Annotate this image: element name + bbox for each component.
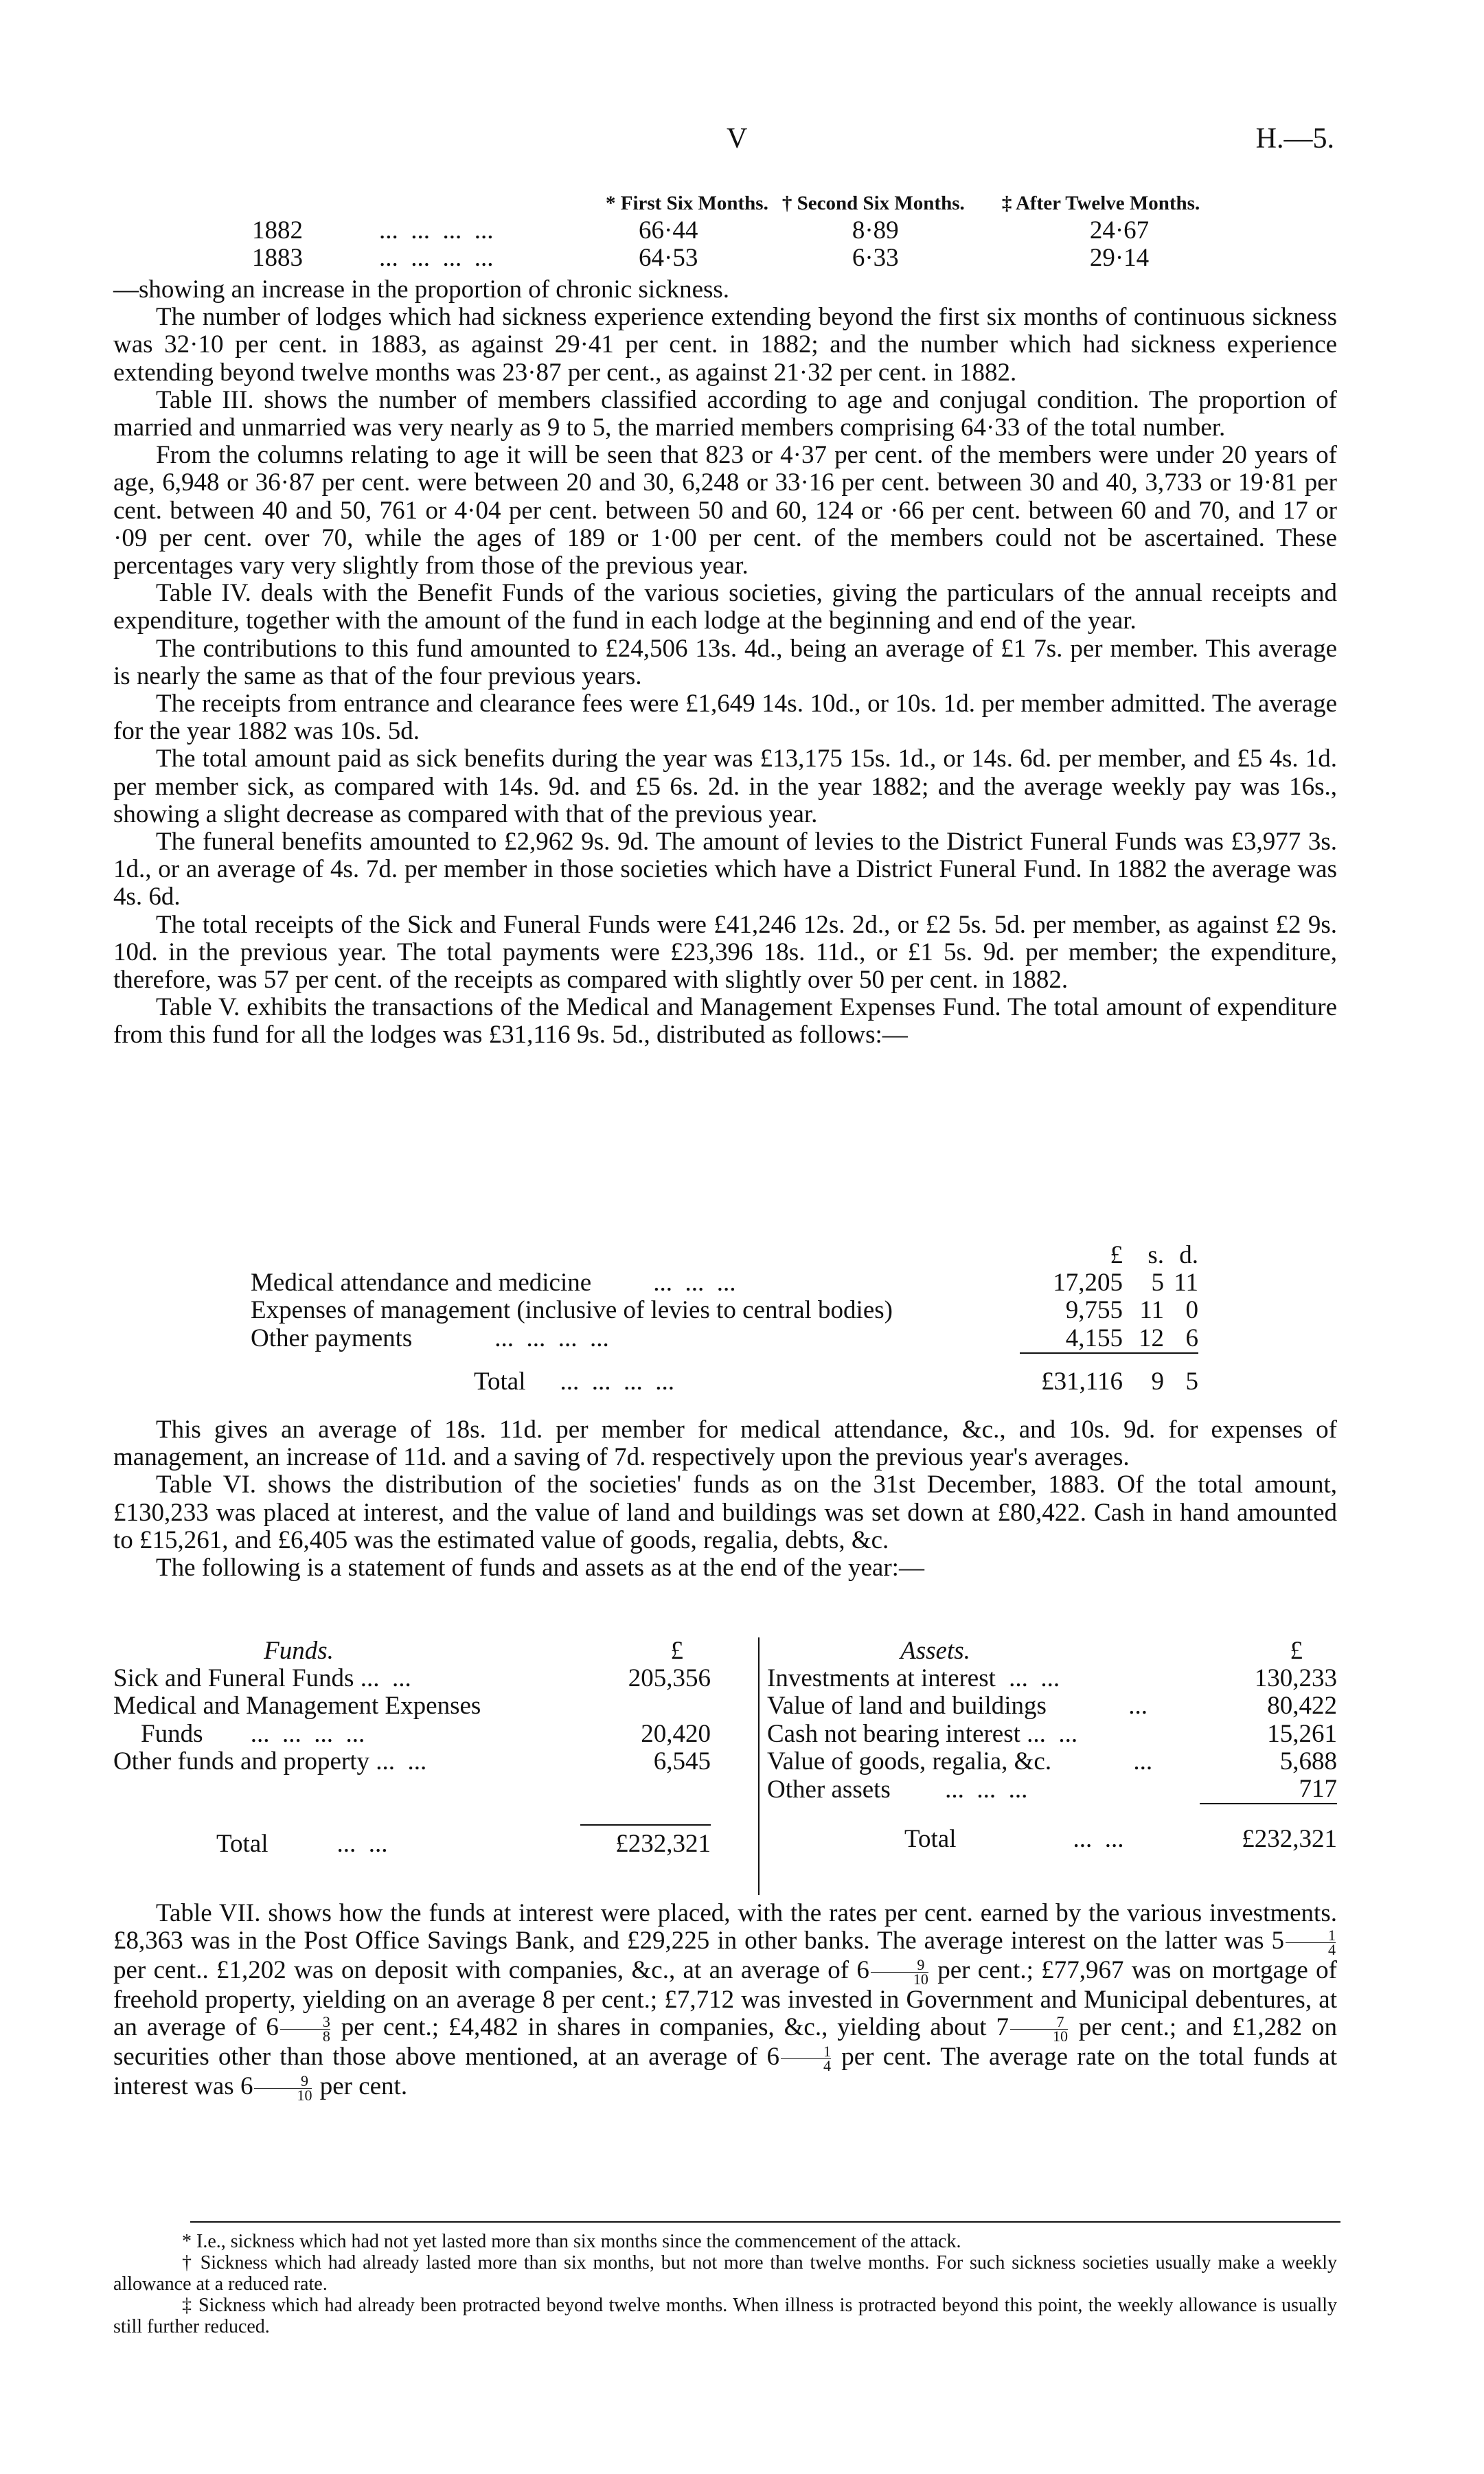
col-head-pounds: £ [1110,1241,1123,1269]
funds-column [113,1637,718,1858]
paragraph: This gives an average of 18s. 11d. per member for medical attendance, &c., and 10s. 9d. for expenses of management, an increase of 11d. and a saving of 7d. respectively upon the previous year's averages. [113,1416,1337,1472]
funds-unit: £ [670,1637,683,1665]
fund-value: 205,356 [628,1664,711,1693]
amount-shillings: 11 [1139,1296,1164,1325]
expense-label: Expenses of management (inclusive of levies to central bodies) [251,1296,893,1325]
total-label: Total [474,1367,526,1396]
leader-dots: ... ... ... ... [560,1367,674,1396]
paragraph: The funeral benefits amounted to £2,962 9s. 9d. The amount of levies to the District Funeral Funds was £3,977 3s. 1d., or an average of 4s. 7d. per member in those societies which have a District Funeral Fund. In 1882 the average was 4s. 6d. [113,828,1337,911]
asset-label: Other assets [767,1775,891,1804]
assets-unit: £ [1290,1637,1303,1665]
table-row [113,1748,711,1775]
amount-pence: 6 [1185,1324,1198,1352]
fraction: $\frac{1}{4}$ [1286,1929,1336,1957]
fund-label: Other funds and property [113,1747,369,1775]
amount-pence: 0 [1185,1296,1198,1325]
amount-pence: 11 [1174,1269,1198,1297]
asset-label: Cash not bearing interest [767,1719,1020,1748]
paragraph: From the columns relating to age it will be seen that 823 or 4·37 per cent. of the members were under 20 years of age, 6,948 or 36·87 per cent. were between 20 and 30, 6,248 or 33·16 per cent. between 30 and 40, 3,733 or 19·81 per cent. between 40 and 50, 761 or 4·04 per cent. between 50 and 60, 124 or ·66 per cent. between 60 and 70, and 17 or ·09 per cent. over 70, while the ages of 189 or 1·00 per cent. of the members could not be ascertained. These percentages vary very slightly from those of the previous year. [113,441,1337,580]
total-label: Total [904,1825,957,1854]
leader-dots: ... [1133,1747,1153,1775]
fund-label: Sick and Funeral Funds [113,1664,354,1693]
asset-value: 717 [1299,1775,1337,1804]
table-row [251,1325,1198,1353]
fund-label: Funds [141,1719,203,1748]
amount-pounds: 17,205 [1053,1269,1123,1297]
table-row [767,1665,1337,1692]
expense-label: Medical attendance and medicine [251,1269,592,1297]
total-pence: 5 [1185,1367,1198,1396]
asset-value: 15,261 [1267,1719,1337,1748]
leader-dots: ... ... ... ... [379,244,494,273]
col-head-twelve: ‡ After Twelve Months. [1001,192,1200,214]
fund-value [580,1692,711,1720]
value-twelve: 24·67 [1089,216,1150,245]
paragraph: Table IV. deals with the Benefit Funds of the various societies, giving the particulars of the annual receipts and expenditure, together with the amount of the fund in each lodge at the beginning and end of the year. [113,579,1337,635]
column-divider [758,1637,760,1895]
table-row-total [767,1826,1337,1853]
body-text-c [113,1900,1337,2102]
table-row-total [251,1368,1198,1396]
amount-shillings: 12 [1139,1324,1164,1352]
body-text-b [113,1416,1337,1582]
paragraph: The contributions to this fund amounted to £24,506 13s. 4d., being an average of £1 7s. per member. This average is nearly the same as that of the four previous years. [113,634,1337,690]
paragraph: Table VI. shows the distribution of the societies' funds as on the 31st December, 1883. Of the total amount, £130,233 was placed at interest, and the value of land and buildings was set down at £80,422. Cash in hand amounted to £15,261, and £6,405 was the estimated value of goods, regalia, debts, &c. [113,1471,1337,1554]
amount-pounds: 9,755 [1065,1296,1123,1325]
value-first: 64·53 [639,244,698,273]
leader-dots: ... [1128,1692,1148,1721]
leader-dots: ... ... ... [653,1269,736,1297]
leader-dots: ... ... [360,1664,411,1693]
sickness-table [113,190,1337,273]
value-first: 66·44 [639,216,698,245]
leader-dots: ... ... ... ... [494,1324,609,1353]
total-label: Total [216,1830,269,1859]
total-value: £232,321 [1242,1825,1337,1854]
leader-dots: ... ... [1009,1664,1060,1693]
paragraph: The number of lodges which had sickness experience extending beyond the first six months of continuous sickness was 32·10 per cent. in 1883, as against 29·41 per cent. in 1882; and the number which had sickness experience extending beyond twelve months was 23·87 per cent., as against 21·32 per cent. in 1882. [113,303,1337,387]
paragraph: The total receipts of the Sick and Funeral Funds were £41,246 12s. 2d., or £2 5s. 5d. per member, as against £2 9s. 10d. in the previous year. The total payments were £23,396 18s. 11d., or £1 5s. 9d. per member; the expenditure, therefore, was 57 per cent. of the receipts as compared with slightly over 50 per cent. in 1882. [113,910,1337,995]
paragraph: Table V. exhibits the transactions of the Medical and Management Expenses Fund. The total amount of expenditure from this fund for all the lodges was £31,116 9s. 5d., distributed as follows:— [113,993,1337,1049]
leader-dots: ... ... ... ... [379,216,494,245]
fraction: $\frac{7}{10}$ [1010,2015,1068,2043]
asset-value: 5,688 [1279,1747,1337,1775]
footnote: † Sickness which had already lasted more than six months, but not more than twelve months. For such sickness societies usually make a weekly allowance at a reduced rate. [113,2252,1337,2295]
col-head-shillings: s. [1148,1241,1164,1269]
leader-dots: ... ... ... [945,1775,1028,1804]
fraction: $\frac{9}{10}$ [254,2074,312,2102]
body-text-a [113,276,1337,1049]
leader-dots: ... ... [1027,1719,1078,1748]
assets-column [767,1637,1337,1853]
table-row [251,1297,1198,1324]
leader-dots: ... ... [376,1747,427,1775]
col-head-second: † Second Six Months. [781,192,965,214]
paragraph: The receipts from entrance and clearance fees were £1,649 14s. 10d., or 10s. 1d. per member admitted. The average for the year 1882 was 10s. 5d. [113,690,1337,746]
total-shillings: 9 [1151,1367,1164,1396]
footnotes [113,2231,1337,2337]
paragraph: —showing an increase in the proportion of chronic sickness. [113,275,730,304]
asset-label: Value of land and buildings [767,1692,1047,1721]
footnote: ‡ Sickness which had already been protracted beyond twelve months. When illness is protracted beyond this point, the weekly allowance is usually still further reduced. [113,2295,1337,2337]
asset-value: 80,422 [1267,1692,1337,1721]
table-row [251,1269,1198,1297]
fund-value: 6,545 [653,1747,711,1775]
total-pounds: £31,116 [1041,1367,1123,1396]
amount-pounds: 4,155 [1065,1324,1123,1352]
expense-label: Other payments [251,1324,413,1353]
assets-heading: Assets. [900,1637,970,1665]
fund-label: Medical and Management Expenses [113,1692,481,1721]
fraction: $\frac{3}{8}$ [280,2015,330,2043]
table-row [113,1721,711,1748]
table-row [252,217,1200,245]
col-head-first: * First Six Months. [606,192,768,214]
value-second: 6·33 [852,244,899,273]
table-row [252,245,1200,272]
table-row-total [113,1830,711,1858]
page-number: V [727,123,748,155]
fund-value: 20,420 [641,1719,711,1748]
expenses-table [113,1242,1337,1396]
leader-dots: ... ... [1073,1825,1124,1854]
value-twelve: 29·14 [1089,244,1150,273]
paragraph: The total amount paid as sick benefits during the year was £13,175 15s. 1d., or 14s. 6d. per member, and £5 4s. 1d. per member sick, as compared with 14s. 9d. and £5 6s. 2d. in the year 1882; and the average weekly pay was 16s., showing a slight decrease as compared with that of the previous year. [113,745,1337,828]
total-value: £232,321 [615,1830,711,1859]
paragraph: The following is a statement of funds and assets as at the end of the year:— [156,1554,924,1582]
row-year: 1883 [252,244,303,273]
amount-shillings: 5 [1151,1269,1164,1297]
paragraph-investments: Table VII. shows how the funds at interest were placed, with the rates per cent. earned by the various investments. £8,363 was in the Post Office Savings Bank, and £29,225 in other banks. The average interest on the latter was 5 $\frac{1}{4}$ per cent.. £1,202 was on deposit with companies, &c., at an average of 6 $\frac{9}{10}$ per cent.; £77,967 was on mortgage of freehold property, yielding on an average 8 per cent.; £7,712 was invested in Government and Municipal debentures, at an average of 6 $\frac{3}{8}$ per cent.; £4,482 in shares in companies, &c., yielding about 7 $\frac{7}{10}$ per cent.; and £1,282 on securities other than those above mentioned, at an average of 6 $\frac{1}{4}$ per cent. The average rate on the total funds at interest was 6 $\frac{9}{10}$ per cent. [113,1899,1337,2104]
footnote-rule [190,2221,1340,2223]
table-row [767,1692,1337,1720]
value-second: 8·89 [852,216,899,245]
fraction: $\frac{1}{4}$ [781,2045,831,2073]
table-row [767,1748,1337,1775]
asset-label: Investments at interest [767,1664,996,1693]
leader-dots: ... ... [336,1830,388,1859]
table-row [113,1692,711,1720]
leader-dots: ... ... ... ... [250,1719,365,1748]
table-row [767,1775,1337,1804]
document-code: H.—5. [1255,123,1334,155]
footnote: * I.e., sickness which had not yet lasted more than six months since the commencement of the attack. [182,2231,961,2252]
fraction: $\frac{9}{10}$ [871,1958,928,1986]
table-row [767,1721,1337,1748]
row-year: 1882 [252,216,303,245]
asset-label: Value of goods, regalia, &c. [767,1747,1052,1775]
paragraph: Table III. shows the number of members classified according to age and conjugal condition. The proportion of married and unmarried was very nearly as 9 to 5, the married members comprising 64·33 of the total number. [113,385,1337,442]
table-row [113,1665,711,1692]
col-head-pence: d. [1179,1241,1198,1269]
asset-value: 130,233 [1254,1664,1337,1693]
funds-heading: Funds. [264,1637,334,1665]
